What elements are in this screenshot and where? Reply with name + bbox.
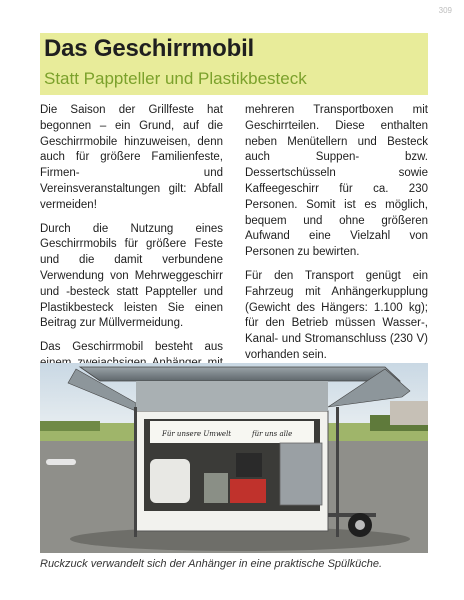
photo-caption: Ruckzuck verwandelt sich der Anhänger in eine praktische Spülküche. (40, 558, 382, 570)
support-leg-right (336, 407, 339, 537)
article-subtitle: Statt Pappteller und Plastikbesteck (44, 69, 307, 88)
hose (46, 459, 76, 465)
sink-tub (150, 459, 190, 503)
article-title: Das Geschirrmobil (44, 35, 255, 62)
banner-text-left: Für unsere Umwelt (162, 430, 232, 438)
trailer-photo (40, 363, 428, 553)
paragraph: Durch die Nutzung eines Geschirrmobils für größere Feste und die damit verbundene Verwendung von Mehrweggeschirr und -besteck statt Pappteller und Plastikbesteck leisten Sie einen Beitrag zur Müllvermeidung. (40, 222, 223, 330)
trailer-top (136, 381, 328, 411)
tree-line-left (40, 421, 100, 431)
crate-red (230, 479, 266, 503)
building-right (390, 401, 428, 425)
wheel-hub (355, 520, 365, 530)
crate-dark (236, 453, 262, 477)
banner-text-right: für uns alle (252, 430, 293, 438)
dishwasher (280, 443, 322, 505)
paragraph: Für den Transport genügt ein Fahrzeug mit Anhängerkupplung (Gewicht des Hängers: 1.100 kg); für den Betrieb müssen Wasser-, Kanal- und Stromanschluss (230 V) vorhanden sein. (245, 269, 428, 361)
crate-grey (204, 473, 228, 503)
paragraph: Die Saison der Grillfeste hat begonnen – ein Grund, auf die Geschirrmobile hinzuweisen, denn auch für größere Familienfeste, Firmen- und Vereinsveranstaltungen gilt: Abfall vermeiden! (40, 104, 223, 211)
paragraph: Das Geschirrmobil besteht aus (40, 341, 223, 354)
article-header (40, 33, 428, 95)
page-number: 309 (438, 6, 452, 15)
paragraph: mehreren Transportboxen mit Geschirrteilen. Diese enthalten neben Menütellern und Besteck auch Suppen- bzw. Dessertschüsseln sowie Kaffeegeschirr für ca. 230 Personen. Somit ist es möglich, bequem und ohne größeren Aufwand eine Vielzahl von Personen zu bewirten. (245, 104, 428, 259)
support-leg-left (134, 407, 137, 537)
awning (80, 367, 400, 381)
article-body (40, 103, 428, 361)
